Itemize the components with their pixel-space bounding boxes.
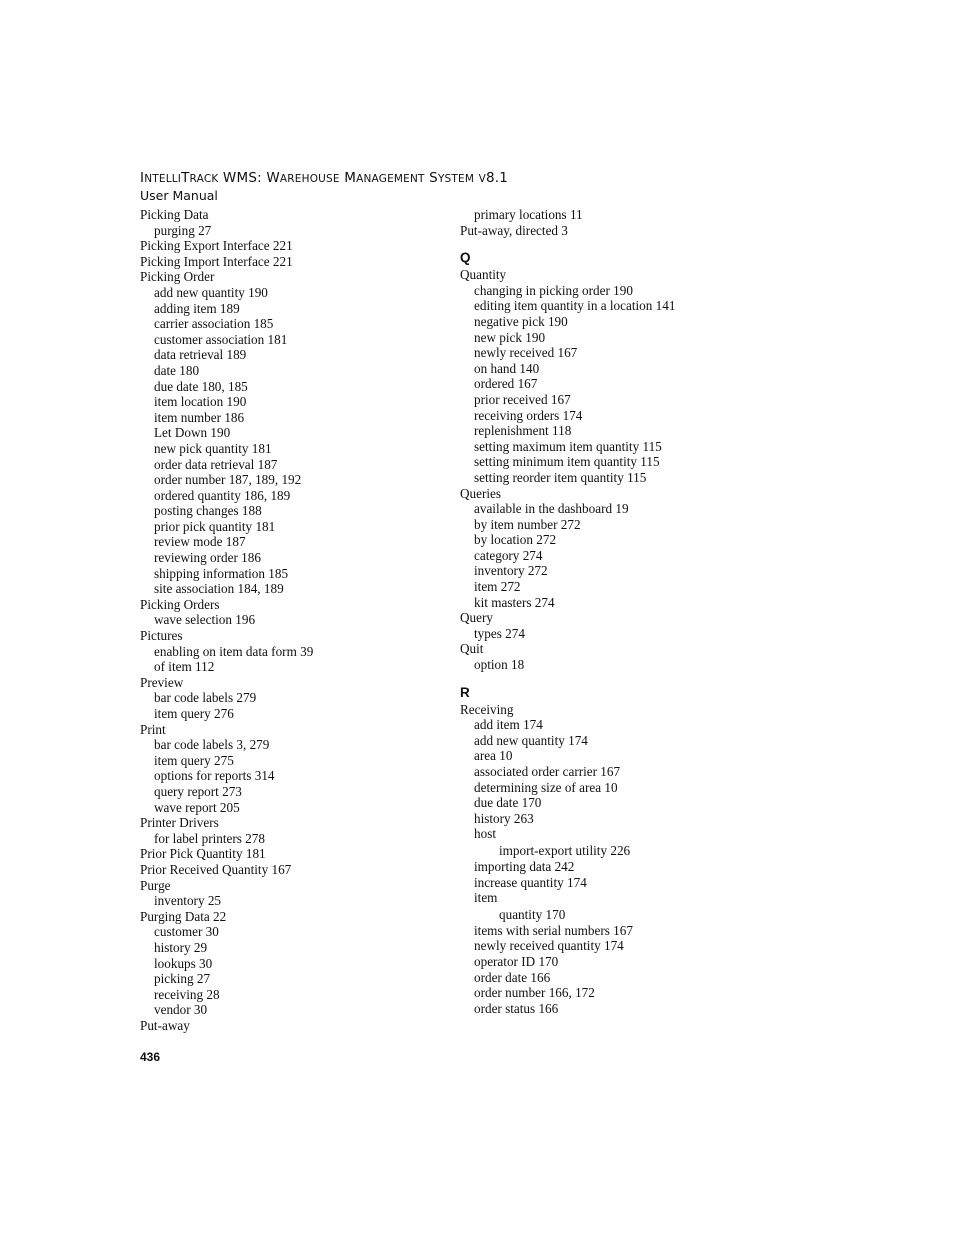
index-entry: Prior Pick Quantity 181 <box>140 846 266 862</box>
index-subentry: data retrieval 189 <box>154 347 247 363</box>
index-subentry: import-export utility 226 <box>499 842 631 858</box>
index-subentry: prior received 167 <box>474 391 571 407</box>
index-section-letter: Q <box>460 250 471 266</box>
index-subentry: bar code labels 279 <box>154 690 257 706</box>
index-subentry: wave report 205 <box>154 799 240 815</box>
index-subentry: changing in picking order 190 <box>474 282 633 298</box>
index-subentry: Let Down 190 <box>154 425 231 441</box>
index-subentry: by item number 272 <box>474 516 581 532</box>
index-entry: Print <box>140 721 166 737</box>
index-column-right <box>460 207 790 1016</box>
index-subentry: inventory 25 <box>154 893 222 909</box>
index-entry: Picking Import Interface 221 <box>140 253 293 269</box>
index-subentry: newly received quantity 174 <box>474 938 624 954</box>
index-subentry: prior pick quantity 181 <box>154 518 276 534</box>
index-entry: Preview <box>140 674 184 690</box>
index-subentry: item query 275 <box>154 752 234 768</box>
index-subentry: receiving 28 <box>154 986 220 1002</box>
index-subentry: setting reorder item quantity 115 <box>474 469 647 485</box>
index-subentry: setting minimum item quantity 115 <box>474 454 660 470</box>
index-entry: Quantity <box>460 267 507 283</box>
title-segment: WMS: W <box>218 170 280 186</box>
index-subentry: new pick quantity 181 <box>154 440 272 456</box>
index-subentry: customer 30 <box>154 924 219 940</box>
index-subentry: associated order carrier 167 <box>474 764 621 779</box>
index-subentry: by location 272 <box>474 532 557 548</box>
index-subentry: increase quantity 174 <box>474 874 587 890</box>
title-segment: S <box>424 170 438 186</box>
index-subentry: option 18 <box>474 657 525 673</box>
index-subentry: order number 166, 172 <box>474 985 595 1001</box>
index-subentry: wave selection 196 <box>154 612 256 628</box>
index-entry: Purging Data 22 <box>140 908 227 924</box>
index-entry: Printer Drivers <box>140 815 219 831</box>
index-subentry: item location 190 <box>154 394 247 410</box>
index-subentry: kit masters 274 <box>474 594 555 610</box>
index-subentry: types 274 <box>474 625 525 641</box>
index-subentry: bar code labels 3, 279 <box>154 737 270 753</box>
index-subentry: purging 27 <box>154 222 212 238</box>
index-subentry: operator ID 170 <box>474 953 559 969</box>
title-segment: M <box>339 170 357 186</box>
index-subentry: newly received 167 <box>474 345 578 361</box>
index-subentry: item number 186 <box>154 409 245 425</box>
index-subentry: host <box>474 826 496 842</box>
index-subentry: options for reports 314 <box>154 768 275 784</box>
index-entry: Pictures <box>140 628 183 644</box>
index-subentry: ordered quantity 186, 189 <box>154 487 291 503</box>
index-entry: Prior Received Quantity 167 <box>140 861 292 877</box>
index-subentry: editing item quantity in a location 141 <box>474 298 676 314</box>
page-header <box>140 170 508 204</box>
index-entry: Picking Order <box>140 269 215 285</box>
index-subentry: setting maximum item quantity 115 <box>474 438 662 454</box>
index-subentry: order number 187, 189, 192 <box>154 472 302 488</box>
index-subentry: primary locations 11 <box>474 207 583 222</box>
index-subentry: posting changes 188 <box>154 503 262 519</box>
title-segment: 8.1 <box>486 170 509 186</box>
index-subentry: enabling on item data form 39 <box>154 643 314 659</box>
index-subentry: item query 276 <box>154 706 234 721</box>
index-subentry: available in the dashboard 19 <box>474 501 629 517</box>
index-section-letter: R <box>460 684 470 700</box>
index-entry: Picking Export Interface 221 <box>140 238 293 254</box>
index-subentry: item <box>474 890 498 906</box>
document-subtitle: User Manual <box>140 188 218 203</box>
index-entry: Picking Data <box>140 207 209 222</box>
index-subentry: add item 174 <box>474 717 543 733</box>
index-entry: Quit <box>460 641 484 657</box>
index-subentry: replenishment 118 <box>474 423 572 439</box>
page-number: 436 <box>140 1050 161 1064</box>
index-entry: Receiving <box>460 701 514 717</box>
index-subentry: site association 184, 189 <box>154 581 284 597</box>
index-subentry: customer association 181 <box>154 331 288 347</box>
index-subentry: category 274 <box>474 547 543 563</box>
index-subentry: items with serial numbers 167 <box>474 922 633 938</box>
index-subentry: history 29 <box>154 939 208 955</box>
index-subentry: due date 180, 185 <box>154 378 248 394</box>
index-subentry: order data retrieval 187 <box>154 456 278 472</box>
index-subentry: of item 112 <box>154 659 215 675</box>
index-subentry: reviewing order 186 <box>154 550 261 566</box>
index-subentry: lookups 30 <box>154 955 213 971</box>
index-subentry: review mode 187 <box>154 534 246 550</box>
index-subentry: carrier association 185 <box>154 316 274 332</box>
index-subentry: add new quantity 190 <box>154 284 268 300</box>
index-subentry: order date 166 <box>474 969 551 985</box>
index-subentry: shipping information 185 <box>154 565 289 581</box>
index-subentry: for label printers 278 <box>154 830 265 846</box>
index-subentry: adding item 189 <box>154 300 240 316</box>
index-entry: Query <box>460 610 493 626</box>
title-segment: T <box>181 170 190 186</box>
index-subentry: new pick 190 <box>474 329 546 345</box>
index-subentry: receiving orders 174 <box>474 407 583 423</box>
index-subentry: item 272 <box>474 579 521 595</box>
document-title <box>140 170 508 188</box>
index-subentry: due date 170 <box>474 795 542 811</box>
index-entry: Picking Orders <box>140 596 220 612</box>
index-subentry: negative pick 190 <box>474 313 568 329</box>
index-subentry: on hand 140 <box>474 360 540 376</box>
title-segment: NTELLI <box>144 173 182 185</box>
index-entry: Put-away <box>140 1017 190 1033</box>
index-subentry: query report 273 <box>154 783 242 799</box>
index-entry: Put-away, directed 3 <box>460 222 568 238</box>
index-entry: Queries <box>460 485 502 501</box>
index-subentry: ordered 167 <box>474 376 538 392</box>
index-subentry: date 180 <box>154 362 200 378</box>
index-subentry: inventory 272 <box>474 563 548 579</box>
title-segment: RACK <box>189 173 219 185</box>
index-column-left <box>140 207 440 1033</box>
index-subentry: picking 27 <box>154 971 211 987</box>
index-subentry: vendor 30 <box>154 1002 208 1018</box>
index-subentry: history 263 <box>474 810 534 826</box>
index-subentry: importing data 242 <box>474 858 575 874</box>
index-entry: Purge <box>140 877 171 893</box>
title-segment: V <box>478 173 487 185</box>
title-segment: YSTEM <box>437 173 475 185</box>
index-subentry: order status 166 <box>474 1000 559 1016</box>
index-subentry: area 10 <box>474 748 513 764</box>
index-subentry: determining size of area 10 <box>474 779 618 795</box>
index-subentry: quantity 170 <box>499 906 566 922</box>
title-segment: AREHOUSE <box>279 173 340 185</box>
title-segment: I <box>140 170 145 186</box>
title-segment: ANAGEMENT <box>356 173 425 185</box>
index-subentry: add new quantity 174 <box>474 732 588 748</box>
